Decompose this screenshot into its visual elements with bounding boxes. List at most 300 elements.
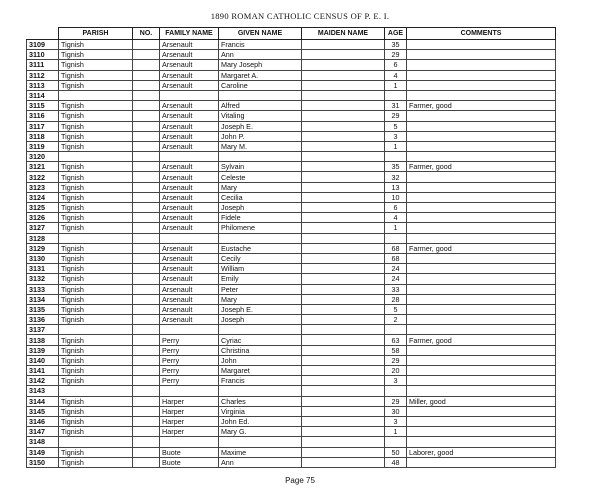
family-name-cell: Arsenault xyxy=(160,243,219,253)
no-cell xyxy=(133,457,160,467)
family-name-cell: Perry xyxy=(160,366,219,376)
table-row xyxy=(27,284,556,294)
age-cell: 29 xyxy=(385,50,407,60)
row-number: 3123 xyxy=(27,182,59,192)
table-row xyxy=(27,50,556,60)
row-number: 3138 xyxy=(27,335,59,345)
no-cell xyxy=(133,366,160,376)
maiden-name-cell xyxy=(302,101,385,111)
parish-cell: Tignish xyxy=(59,70,133,80)
parish-cell: Tignish xyxy=(59,274,133,284)
no-cell xyxy=(133,60,160,70)
table-row xyxy=(27,192,556,202)
age-cell: 4 xyxy=(385,70,407,80)
parish-cell: Tignish xyxy=(59,121,133,131)
row-number: 3133 xyxy=(27,284,59,294)
comments-cell xyxy=(407,315,556,325)
table-row xyxy=(27,457,556,467)
maiden-name-cell xyxy=(302,131,385,141)
given-name-cell xyxy=(219,233,302,243)
maiden-name-cell xyxy=(302,304,385,314)
family-name-cell xyxy=(160,386,219,396)
family-name-cell: Perry xyxy=(160,376,219,386)
given-name-cell: Mary M. xyxy=(219,141,302,151)
maiden-name-cell xyxy=(302,355,385,365)
table-row xyxy=(27,121,556,131)
table-row xyxy=(27,386,556,396)
no-cell xyxy=(133,121,160,131)
no-cell xyxy=(133,325,160,335)
no-cell xyxy=(133,335,160,345)
table-row xyxy=(27,162,556,172)
row-number: 3119 xyxy=(27,141,59,151)
age-cell: 6 xyxy=(385,60,407,70)
given-name-cell xyxy=(219,386,302,396)
no-cell xyxy=(133,162,160,172)
table-row xyxy=(27,315,556,325)
parish-cell: Tignish xyxy=(59,131,133,141)
age-cell xyxy=(385,90,407,100)
no-cell xyxy=(133,203,160,213)
parish-cell: Tignish xyxy=(59,182,133,192)
given-name-cell: Alfred xyxy=(219,101,302,111)
family-name-cell: Arsenault xyxy=(160,203,219,213)
family-name-cell: Arsenault xyxy=(160,294,219,304)
parish-cell: Tignish xyxy=(59,50,133,60)
no-cell xyxy=(133,233,160,243)
comments-cell: Farmer, good xyxy=(407,101,556,111)
row-number: 3140 xyxy=(27,355,59,365)
parish-cell xyxy=(59,233,133,243)
comments-cell xyxy=(407,223,556,233)
parish-cell: Tignish xyxy=(59,213,133,223)
comments-cell xyxy=(407,80,556,90)
row-number: 3131 xyxy=(27,264,59,274)
parish-cell: Tignish xyxy=(59,253,133,263)
given-name-cell: Mary xyxy=(219,182,302,192)
family-name-cell xyxy=(160,325,219,335)
given-name-cell: Philomene xyxy=(219,223,302,233)
comments-cell xyxy=(407,233,556,243)
family-name-cell: Arsenault xyxy=(160,40,219,50)
family-name-cell: Arsenault xyxy=(160,223,219,233)
no-cell xyxy=(133,386,160,396)
no-cell xyxy=(133,80,160,90)
maiden-name-cell xyxy=(302,427,385,437)
parish-cell: Tignish xyxy=(59,60,133,70)
maiden-name-cell xyxy=(302,223,385,233)
maiden-name-cell xyxy=(302,40,385,50)
maiden-name-cell xyxy=(302,264,385,274)
table-row xyxy=(27,203,556,213)
no-cell xyxy=(133,284,160,294)
age-cell: 32 xyxy=(385,172,407,182)
table-row xyxy=(27,90,556,100)
age-cell: 30 xyxy=(385,406,407,416)
table-row xyxy=(27,172,556,182)
table-row xyxy=(27,325,556,335)
no-cell xyxy=(133,50,160,60)
row-number: 3146 xyxy=(27,416,59,426)
table-row xyxy=(27,366,556,376)
no-cell xyxy=(133,70,160,80)
row-number: 3150 xyxy=(27,457,59,467)
table-row xyxy=(27,406,556,416)
maiden-name-cell xyxy=(302,182,385,192)
no-cell xyxy=(133,223,160,233)
maiden-name-cell xyxy=(302,447,385,457)
parish-cell: Tignish xyxy=(59,172,133,182)
table-row xyxy=(27,447,556,457)
no-cell xyxy=(133,90,160,100)
given-name-cell xyxy=(219,437,302,447)
no-cell xyxy=(133,264,160,274)
given-name-cell: Joseph E. xyxy=(219,121,302,131)
parish-cell: Tignish xyxy=(59,427,133,437)
maiden-name-cell xyxy=(302,162,385,172)
family-name-cell: Perry xyxy=(160,345,219,355)
parish-cell: Tignish xyxy=(59,366,133,376)
row-number: 3145 xyxy=(27,406,59,416)
family-name-cell: Buote xyxy=(160,457,219,467)
header-maiden-name: MAIDEN NAME xyxy=(302,28,385,40)
given-name-cell: Margaret A. xyxy=(219,70,302,80)
parish-cell: Tignish xyxy=(59,304,133,314)
parish-cell: Tignish xyxy=(59,101,133,111)
parish-cell: Tignish xyxy=(59,345,133,355)
comments-cell xyxy=(407,141,556,151)
table-row xyxy=(27,355,556,365)
row-number: 3113 xyxy=(27,80,59,90)
maiden-name-cell xyxy=(302,284,385,294)
row-number: 3116 xyxy=(27,111,59,121)
comments-cell xyxy=(407,131,556,141)
parish-cell xyxy=(59,325,133,335)
row-number: 3110 xyxy=(27,50,59,60)
comments-cell: Miller, good xyxy=(407,396,556,406)
family-name-cell: Arsenault xyxy=(160,111,219,121)
comments-cell xyxy=(407,152,556,162)
census-table xyxy=(26,27,556,468)
given-name-cell: John Ed. xyxy=(219,416,302,426)
comments-cell xyxy=(407,355,556,365)
parish-cell: Tignish xyxy=(59,111,133,121)
page-number: Page 75 xyxy=(285,476,315,485)
parish-cell xyxy=(59,152,133,162)
maiden-name-cell xyxy=(302,416,385,426)
row-number: 3139 xyxy=(27,345,59,355)
age-cell: 3 xyxy=(385,131,407,141)
age-cell: 1 xyxy=(385,141,407,151)
comments-cell xyxy=(407,111,556,121)
family-name-cell: Arsenault xyxy=(160,131,219,141)
age-cell: 24 xyxy=(385,264,407,274)
age-cell: 24 xyxy=(385,274,407,284)
table-row xyxy=(27,152,556,162)
row-number: 3136 xyxy=(27,315,59,325)
age-cell: 48 xyxy=(385,457,407,467)
age-cell: 3 xyxy=(385,416,407,426)
family-name-cell xyxy=(160,437,219,447)
table-row xyxy=(27,70,556,80)
age-cell: 2 xyxy=(385,315,407,325)
no-cell xyxy=(133,101,160,111)
parish-cell: Tignish xyxy=(59,264,133,274)
parish-cell xyxy=(59,90,133,100)
table-row xyxy=(27,60,556,70)
age-cell: 50 xyxy=(385,447,407,457)
age-cell xyxy=(385,152,407,162)
table-row xyxy=(27,101,556,111)
table-row xyxy=(27,427,556,437)
age-cell: 33 xyxy=(385,284,407,294)
row-number: 3115 xyxy=(27,101,59,111)
maiden-name-cell xyxy=(302,243,385,253)
comments-cell xyxy=(407,182,556,192)
parish-cell: Tignish xyxy=(59,315,133,325)
parish-cell: Tignish xyxy=(59,416,133,426)
maiden-name-cell xyxy=(302,406,385,416)
age-cell: 1 xyxy=(385,427,407,437)
family-name-cell: Perry xyxy=(160,355,219,365)
table-row xyxy=(27,213,556,223)
row-number: 3144 xyxy=(27,396,59,406)
comments-cell xyxy=(407,406,556,416)
age-cell: 63 xyxy=(385,335,407,345)
header-parish: PARISH xyxy=(59,28,133,40)
family-name-cell xyxy=(160,152,219,162)
no-cell xyxy=(133,274,160,284)
comments-cell xyxy=(407,325,556,335)
no-cell xyxy=(133,243,160,253)
family-name-cell: Arsenault xyxy=(160,304,219,314)
parish-cell: Tignish xyxy=(59,447,133,457)
maiden-name-cell xyxy=(302,253,385,263)
row-number: 3129 xyxy=(27,243,59,253)
given-name-cell: Mary Joseph xyxy=(219,60,302,70)
comments-cell xyxy=(407,284,556,294)
given-name-cell: Virginia xyxy=(219,406,302,416)
given-name-cell: Joseph xyxy=(219,315,302,325)
no-cell xyxy=(133,315,160,325)
table-row xyxy=(27,233,556,243)
given-name-cell xyxy=(219,325,302,335)
header-no: NO. xyxy=(133,28,160,40)
age-cell: 35 xyxy=(385,162,407,172)
row-number: 3149 xyxy=(27,447,59,457)
family-name-cell: Arsenault xyxy=(160,274,219,284)
comments-cell xyxy=(407,345,556,355)
no-cell xyxy=(133,253,160,263)
given-name-cell: Eustache xyxy=(219,243,302,253)
age-cell xyxy=(385,325,407,335)
table-row xyxy=(27,416,556,426)
family-name-cell: Arsenault xyxy=(160,70,219,80)
maiden-name-cell xyxy=(302,345,385,355)
maiden-name-cell xyxy=(302,203,385,213)
row-number: 3109 xyxy=(27,40,59,50)
table-row xyxy=(27,345,556,355)
table-row xyxy=(27,304,556,314)
family-name-cell: Arsenault xyxy=(160,60,219,70)
parish-cell xyxy=(59,437,133,447)
given-name-cell: Sylvain xyxy=(219,162,302,172)
family-name-cell: Harper xyxy=(160,416,219,426)
given-name-cell: Caroline xyxy=(219,80,302,90)
no-cell xyxy=(133,406,160,416)
no-cell xyxy=(133,213,160,223)
table-row xyxy=(27,131,556,141)
maiden-name-cell xyxy=(302,366,385,376)
comments-cell xyxy=(407,70,556,80)
census-body xyxy=(27,40,556,468)
family-name-cell: Arsenault xyxy=(160,172,219,182)
family-name-cell: Arsenault xyxy=(160,80,219,90)
parish-cell: Tignish xyxy=(59,406,133,416)
given-name-cell: Cecily xyxy=(219,253,302,263)
family-name-cell xyxy=(160,233,219,243)
no-cell xyxy=(133,396,160,406)
age-cell: 58 xyxy=(385,345,407,355)
row-number: 3134 xyxy=(27,294,59,304)
no-cell xyxy=(133,111,160,121)
parish-cell: Tignish xyxy=(59,80,133,90)
age-cell xyxy=(385,386,407,396)
age-cell: 5 xyxy=(385,304,407,314)
family-name-cell: Harper xyxy=(160,396,219,406)
no-cell xyxy=(133,152,160,162)
row-number: 3128 xyxy=(27,233,59,243)
age-cell xyxy=(385,233,407,243)
maiden-name-cell xyxy=(302,90,385,100)
family-name-cell: Arsenault xyxy=(160,213,219,223)
age-cell: 6 xyxy=(385,203,407,213)
given-name-cell: John P. xyxy=(219,131,302,141)
parish-cell: Tignish xyxy=(59,40,133,50)
given-name-cell: Mary G. xyxy=(219,427,302,437)
maiden-name-cell xyxy=(302,274,385,284)
comments-cell: Farmer, good xyxy=(407,162,556,172)
family-name-cell: Arsenault xyxy=(160,101,219,111)
maiden-name-cell xyxy=(302,294,385,304)
maiden-name-cell xyxy=(302,60,385,70)
comments-cell xyxy=(407,121,556,131)
given-name-cell: Maxime xyxy=(219,447,302,457)
family-name-cell xyxy=(160,90,219,100)
comments-cell: Farmer, good xyxy=(407,335,556,345)
maiden-name-cell xyxy=(302,396,385,406)
given-name-cell: Cyriac xyxy=(219,335,302,345)
row-number: 3148 xyxy=(27,437,59,447)
no-cell xyxy=(133,40,160,50)
given-name-cell: Francis xyxy=(219,40,302,50)
given-name-cell: Margaret xyxy=(219,366,302,376)
maiden-name-cell xyxy=(302,50,385,60)
age-cell: 68 xyxy=(385,253,407,263)
row-number: 3112 xyxy=(27,70,59,80)
given-name-cell xyxy=(219,152,302,162)
comments-cell xyxy=(407,457,556,467)
age-cell: 29 xyxy=(385,111,407,121)
given-name-cell: Ann xyxy=(219,50,302,60)
comments-cell xyxy=(407,60,556,70)
parish-cell: Tignish xyxy=(59,162,133,172)
no-cell xyxy=(133,182,160,192)
table-row xyxy=(27,141,556,151)
family-name-cell: Arsenault xyxy=(160,264,219,274)
no-cell xyxy=(133,304,160,314)
family-name-cell: Arsenault xyxy=(160,253,219,263)
row-number: 3124 xyxy=(27,192,59,202)
row-number: 3127 xyxy=(27,223,59,233)
row-number: 3143 xyxy=(27,386,59,396)
parish-cell: Tignish xyxy=(59,396,133,406)
no-cell xyxy=(133,294,160,304)
row-number: 3118 xyxy=(27,131,59,141)
table-row xyxy=(27,396,556,406)
row-number: 3126 xyxy=(27,213,59,223)
maiden-name-cell xyxy=(302,192,385,202)
maiden-name-cell xyxy=(302,80,385,90)
given-name-cell: Vitaling xyxy=(219,111,302,121)
header-row xyxy=(27,28,556,40)
age-cell: 20 xyxy=(385,366,407,376)
table-row xyxy=(27,40,556,50)
parish-cell: Tignish xyxy=(59,243,133,253)
table-row xyxy=(27,223,556,233)
maiden-name-cell xyxy=(302,70,385,80)
comments-cell xyxy=(407,90,556,100)
row-number: 3121 xyxy=(27,162,59,172)
given-name-cell: Charles xyxy=(219,396,302,406)
given-name-cell: Celeste xyxy=(219,172,302,182)
comments-cell xyxy=(407,366,556,376)
age-cell: 5 xyxy=(385,121,407,131)
row-number: 3122 xyxy=(27,172,59,182)
family-name-cell: Arsenault xyxy=(160,162,219,172)
comments-cell xyxy=(407,386,556,396)
no-cell xyxy=(133,437,160,447)
family-name-cell: Arsenault xyxy=(160,141,219,151)
no-cell xyxy=(133,141,160,151)
maiden-name-cell xyxy=(302,386,385,396)
row-number: 3130 xyxy=(27,253,59,263)
family-name-cell: Arsenault xyxy=(160,284,219,294)
given-name-cell: Mary xyxy=(219,294,302,304)
comments-cell xyxy=(407,40,556,50)
table-row xyxy=(27,274,556,284)
family-name-cell: Harper xyxy=(160,427,219,437)
comments-cell xyxy=(407,203,556,213)
maiden-name-cell xyxy=(302,325,385,335)
age-cell: 35 xyxy=(385,40,407,50)
family-name-cell: Perry xyxy=(160,335,219,345)
row-number: 3147 xyxy=(27,427,59,437)
maiden-name-cell xyxy=(302,335,385,345)
table-row xyxy=(27,253,556,263)
maiden-name-cell xyxy=(302,233,385,243)
comments-cell xyxy=(407,294,556,304)
row-number: 3120 xyxy=(27,152,59,162)
family-name-cell: Harper xyxy=(160,406,219,416)
parish-cell: Tignish xyxy=(59,284,133,294)
maiden-name-cell xyxy=(302,111,385,121)
given-name-cell: Fidele xyxy=(219,213,302,223)
row-number: 3135 xyxy=(27,304,59,314)
parish-cell: Tignish xyxy=(59,294,133,304)
no-cell xyxy=(133,355,160,365)
table-row xyxy=(27,376,556,386)
